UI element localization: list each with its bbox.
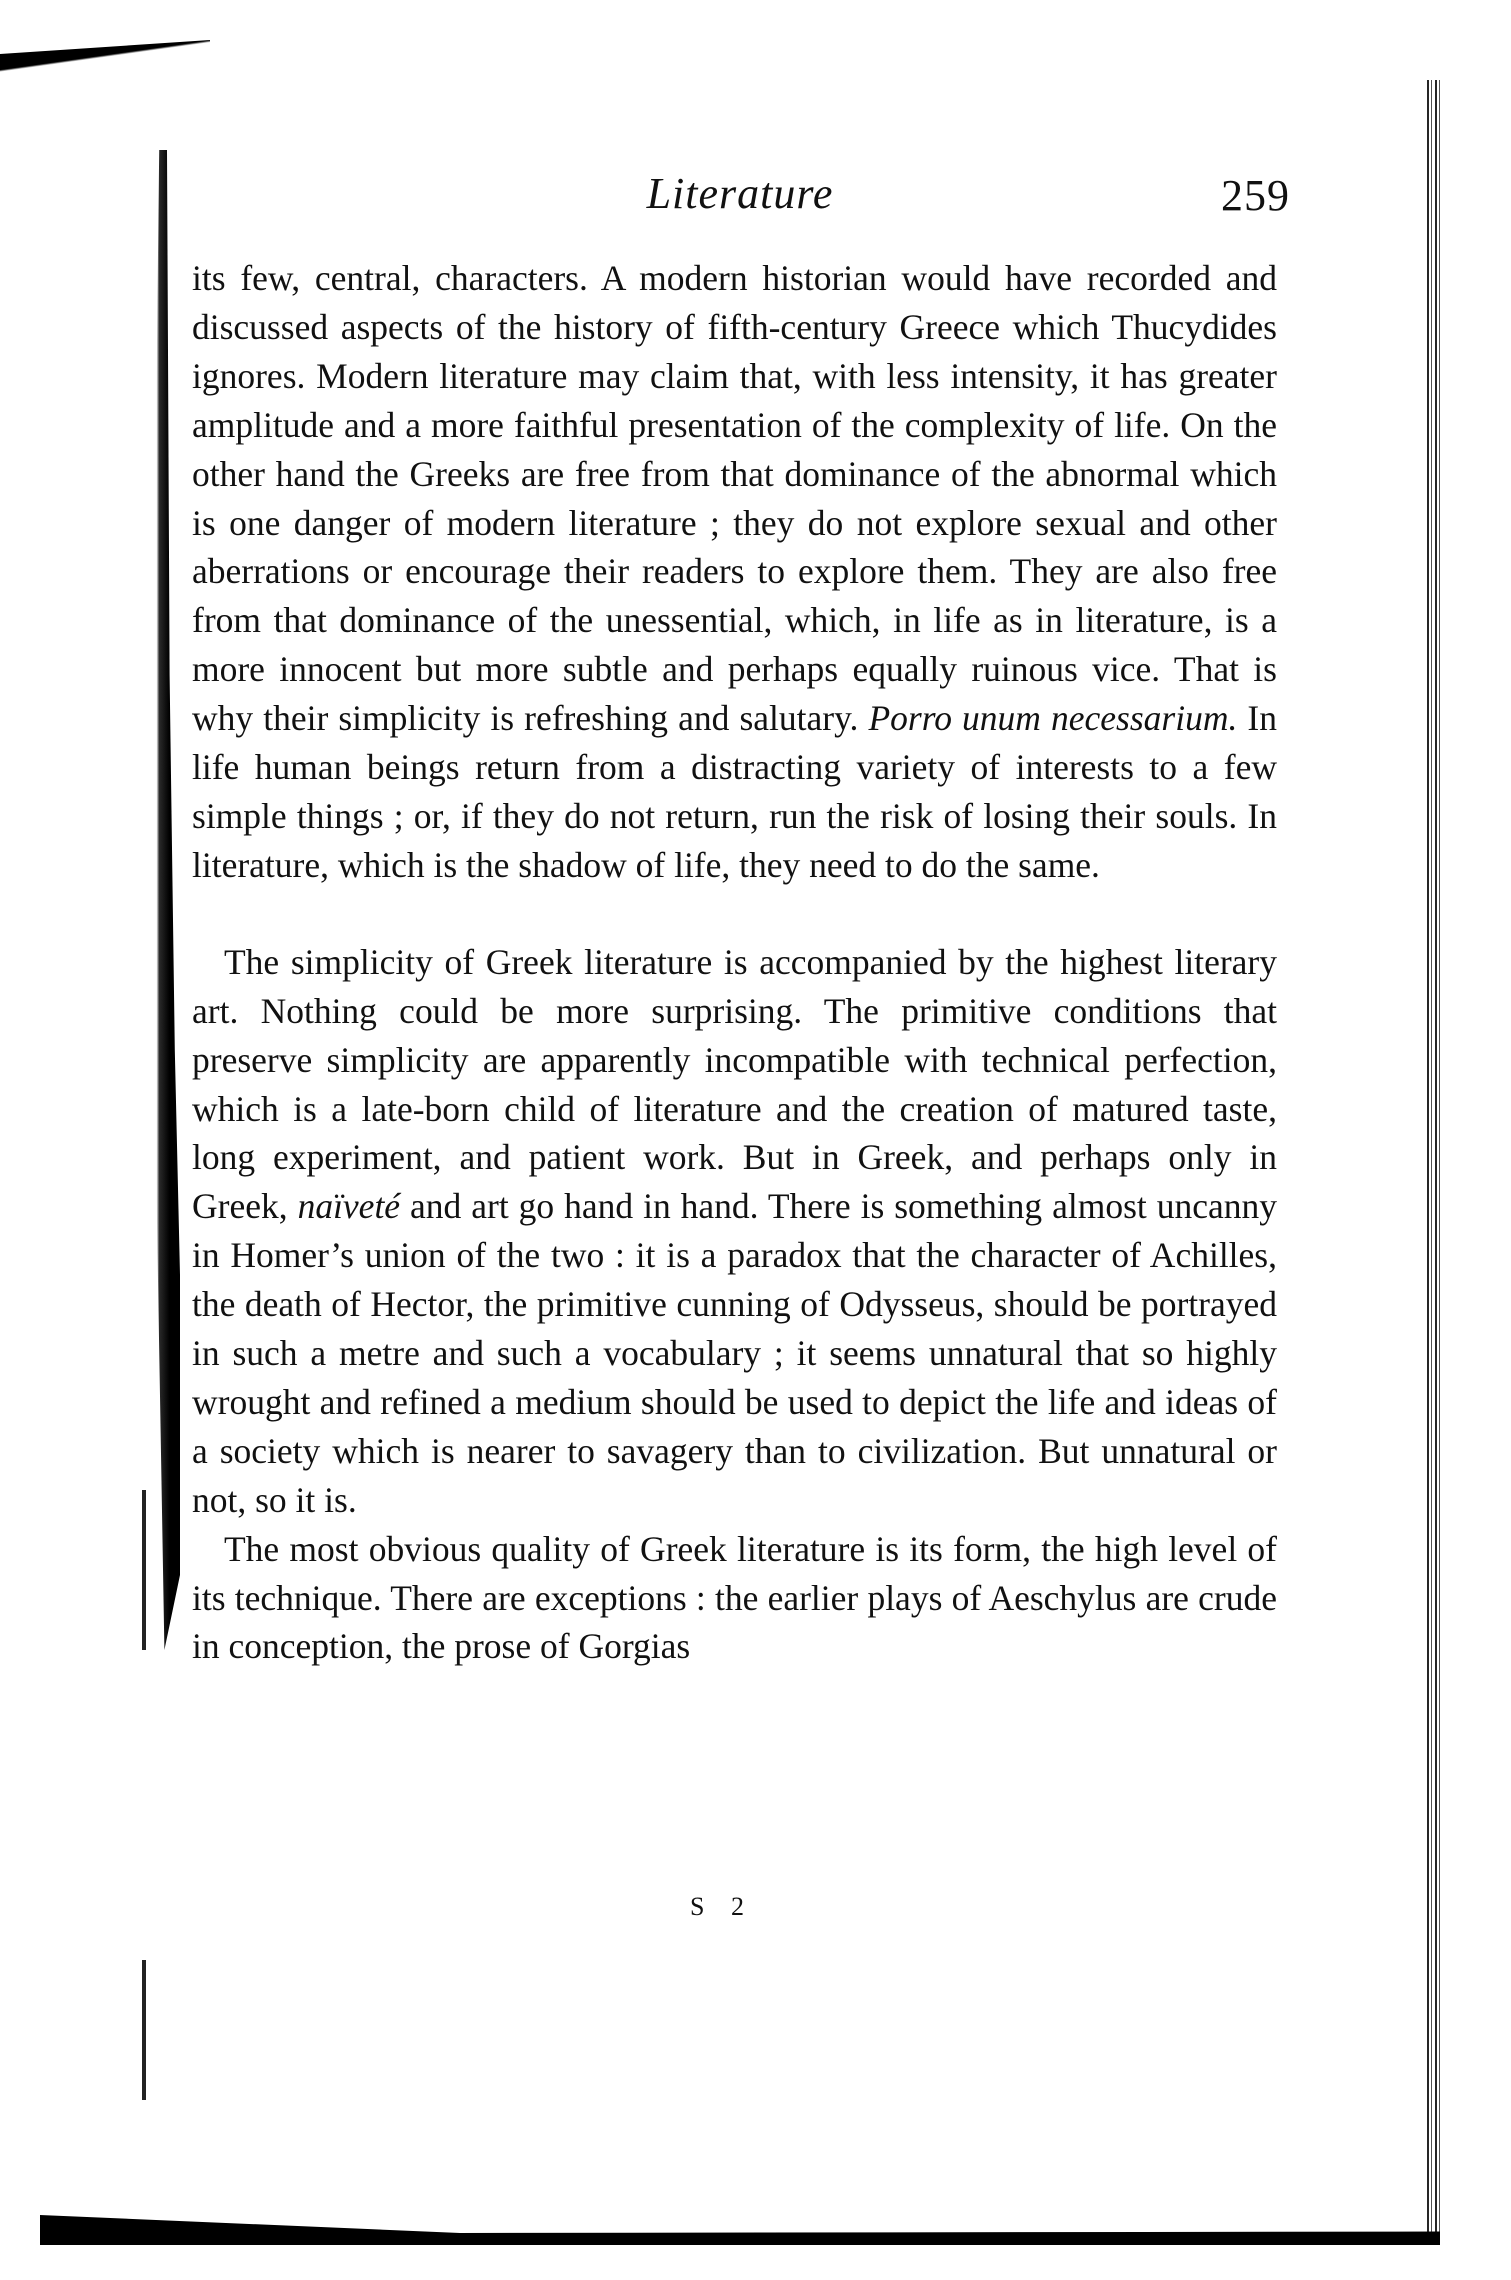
scan-artifact-spine-right xyxy=(1427,80,1441,2240)
scan-artifact-spine-left xyxy=(128,150,180,1650)
body-text xyxy=(192,254,1277,1671)
page-number: 259 xyxy=(1221,171,1290,220)
scan-artifact-corner xyxy=(0,40,210,110)
scan-artifact-bottom-edge xyxy=(40,2215,1440,2245)
paragraph xyxy=(192,1525,1277,1672)
text-segment: and art go hand in hand. There is something almost uncanny in Homer’s union of the two : it is a paradox that the character of Achilles, the death of Hector, the primitive cunning of Odysseus, should be portrayed in such a metre and such a vocabulary ; it seems unnatural that so highly wrought and refined a medium should be used to depict the life and ideas of a society which is nearer to savagery than to civilization. But unnatural or not, so it is. xyxy=(192,1186,1277,1520)
latin-phrase: Porro unum necessarium. xyxy=(868,698,1238,739)
running-title: Literature xyxy=(646,169,834,218)
paragraph xyxy=(192,254,1277,890)
scan-artifact-tick xyxy=(142,1490,146,1650)
text-segment: its few, central, characters. A modern historian would have recorded and discussed aspects of the history of fifth-century Greece which Thucydides ignores. Modern literature may claim that, with less intensity, it has greater amplitude and a more faithful presentation of the complexity of life. On the other hand the Greeks are free from that dominance of the abnormal which is one danger of modern literature ; they do not explore sexual and other aberrations or encourage their readers to explore them. They are also free from that dominance of the unessential, which, in life as in literature, is a more innocent but more subtle and perhaps equally ruinous vice. That is why their simplicity is refreshing and salutary. xyxy=(192,258,1277,739)
signature-mark: S 2 xyxy=(690,1892,754,1921)
text-segment: The simplicity of Greek literature is accompanied by the highest literary art. Nothing could be more surprising. The primitive conditions that preserve simplicity are apparently incompatible with technical perfection, which is a late-born child of literature and the creation of matured taste, long experiment, and patient work. But in Greek, and perhaps only in Greek, xyxy=(192,941,1277,1227)
text-segment: The most obvious quality of Greek literature is its form, the high level of its technique. There are exceptions : the earlier plays of Aeschylus are crude in conception, the prose of Gorgias xyxy=(192,1528,1277,1667)
italic-word: naïveté xyxy=(297,1186,401,1227)
scan-artifact-tick xyxy=(142,1960,146,2100)
paragraph xyxy=(192,938,1277,1525)
text-segment: In life human beings return from a distracting variety of interests to a few simple things ; or, if they do not return, run the risk of losing their souls. In literature, which is the shadow of life, they need to do the same. xyxy=(192,698,1278,885)
running-head xyxy=(190,168,1290,228)
